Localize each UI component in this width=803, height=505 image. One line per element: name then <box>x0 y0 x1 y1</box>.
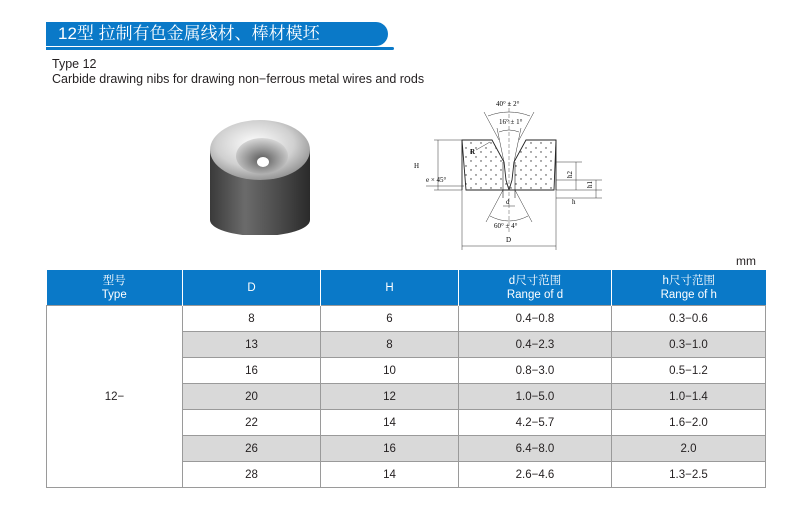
range-d-cell: 0.4−0.8 <box>459 306 612 332</box>
header-range-h: h尺寸范围 Range of h <box>612 270 766 306</box>
h1-label: h1 <box>586 181 594 188</box>
range-d-cell: 0.8−3.0 <box>459 358 612 384</box>
section-title: 12型 拉制有色金属线材、棒材模坯 <box>58 24 320 43</box>
range-d-cell: 4.2−5.7 <box>459 410 612 436</box>
type-label: Type 12 <box>52 57 97 71</box>
D-cell: 22 <box>183 410 321 436</box>
cross-section-diagram <box>404 92 614 257</box>
drawing-nib-photo <box>205 110 315 235</box>
d-label: d <box>506 198 510 206</box>
R-label: R <box>470 148 476 156</box>
header-type: 型号 Type <box>47 270 183 306</box>
range-h-cell: 1.0−1.4 <box>612 384 766 410</box>
h2-label: h2 <box>566 171 574 178</box>
range-h-cell: 0.3−0.6 <box>612 306 766 332</box>
D-label: D <box>506 236 512 244</box>
H-cell: 8 <box>321 332 459 358</box>
range-h-cell: 0.5−1.2 <box>612 358 766 384</box>
table-header-row <box>47 270 766 306</box>
H-cell: 16 <box>321 436 459 462</box>
type-cell: 12− <box>47 306 183 488</box>
product-subtitle: Carbide drawing nibs for drawing non−ferrous metal wires and rods <box>52 72 425 86</box>
header-H: H <box>321 270 459 306</box>
range-h-cell: 1.3−2.5 <box>612 462 766 488</box>
chamfer-label: e × 45° <box>426 176 447 184</box>
range-d-cell: 6.4−8.0 <box>459 436 612 462</box>
D-cell: 13 <box>183 332 321 358</box>
range-h-cell: 1.6−2.0 <box>612 410 766 436</box>
range-d-cell: 0.4−2.3 <box>459 332 612 358</box>
header-range-d: d尺寸范围 Range of d <box>459 270 612 306</box>
angle-bottom-label: 60° ± 4° <box>494 222 518 230</box>
H-cell: 6 <box>321 306 459 332</box>
angle-inner-label: 16° ± 1° <box>499 118 523 126</box>
H-cell: 10 <box>321 358 459 384</box>
range-h-cell: 0.3−1.0 <box>612 332 766 358</box>
range-d-cell: 2.6−4.6 <box>459 462 612 488</box>
D-cell: 26 <box>183 436 321 462</box>
H-label: H <box>414 162 420 170</box>
H-cell: 12 <box>321 384 459 410</box>
header-D: D <box>183 270 321 306</box>
range-d-cell: 1.0−5.0 <box>459 384 612 410</box>
D-cell: 8 <box>183 306 321 332</box>
h-label: h <box>572 198 576 206</box>
angle-top-label: 40° ± 2° <box>496 100 520 108</box>
unit-label: mm <box>736 254 756 268</box>
section-title-banner <box>46 22 388 46</box>
specification-table <box>46 270 766 488</box>
H-cell: 14 <box>321 410 459 436</box>
D-cell: 20 <box>183 384 321 410</box>
D-cell: 28 <box>183 462 321 488</box>
H-cell: 14 <box>321 462 459 488</box>
range-h-cell: 2.0 <box>612 436 766 462</box>
table-row <box>47 306 766 332</box>
D-cell: 16 <box>183 358 321 384</box>
